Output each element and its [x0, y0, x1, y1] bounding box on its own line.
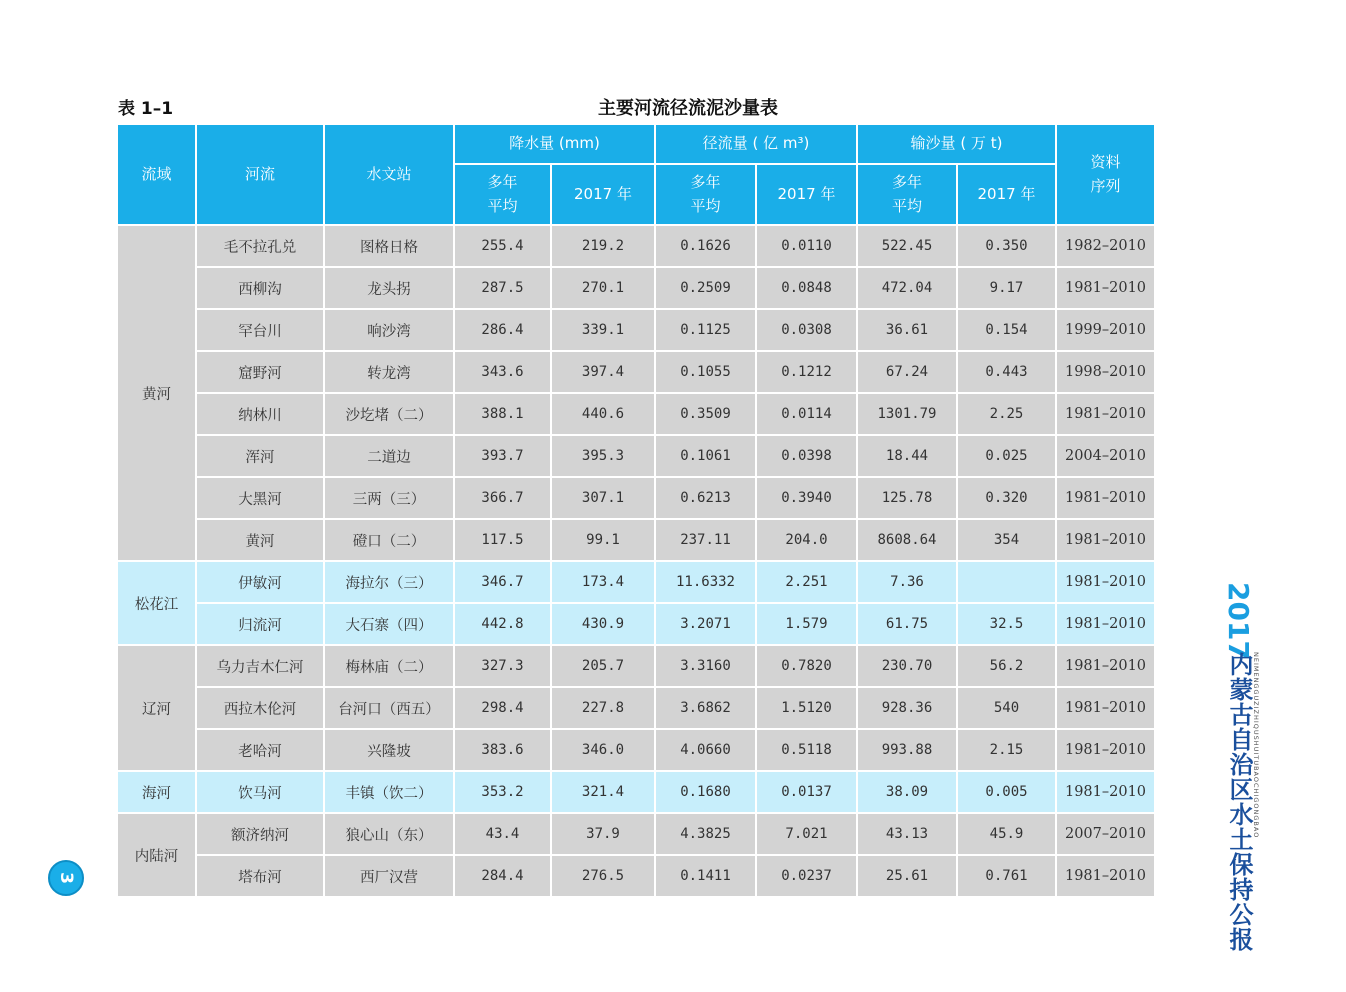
- table-row: [118, 520, 1154, 560]
- table-cell: 龙头拐: [325, 268, 453, 308]
- table-cell: 0.320: [958, 478, 1055, 518]
- table-row: [118, 478, 1154, 518]
- table-cell: 43.4: [455, 814, 550, 854]
- table-row: [118, 688, 1154, 728]
- table-cell: 339.1: [552, 310, 654, 350]
- table-cell: 353.2: [455, 772, 550, 812]
- table-cell: 99.1: [552, 520, 654, 560]
- table-cell: 1981–2010: [1057, 562, 1154, 602]
- table-cell: 海拉尔（三）: [325, 562, 453, 602]
- table-cell: 38.09: [858, 772, 956, 812]
- table-cell: 2.251: [757, 562, 856, 602]
- table-row: [118, 646, 1154, 686]
- table-cell: 125.78: [858, 478, 956, 518]
- table-cell: 440.6: [552, 394, 654, 434]
- table-cell: 额济纳河: [197, 814, 323, 854]
- table-cell: 1981–2010: [1057, 520, 1154, 560]
- table-row: [118, 814, 1154, 854]
- table-cell: 0.6213: [656, 478, 755, 518]
- table-cell: 3.2071: [656, 604, 755, 644]
- table-cell: 毛不拉孔兑: [197, 226, 323, 266]
- table-cell: 2004–2010: [1057, 436, 1154, 476]
- table-cell: 1981–2010: [1057, 604, 1154, 644]
- table-cell: 台河口（西五）: [325, 688, 453, 728]
- table-cell: 383.6: [455, 730, 550, 770]
- table-cell: 0.154: [958, 310, 1055, 350]
- table-cell: 大石寨（四）: [325, 604, 453, 644]
- table-cell: 45.9: [958, 814, 1055, 854]
- table-cell: 西厂汉营: [325, 856, 453, 896]
- table-cell: 230.70: [858, 646, 956, 686]
- table-cell: 397.4: [552, 352, 654, 392]
- cell-basin: 内陆河: [118, 814, 195, 896]
- table-cell: 173.4: [552, 562, 654, 602]
- table-cell: 540: [958, 688, 1055, 728]
- table-cell: 522.45: [858, 226, 956, 266]
- table-cell: 转龙湾: [325, 352, 453, 392]
- table-cell: 7.36: [858, 562, 956, 602]
- table-cell: 1301.79: [858, 394, 956, 434]
- table-cell: 浑河: [197, 436, 323, 476]
- table-cell: 9.17: [958, 268, 1055, 308]
- cell-basin: 黄河: [118, 226, 195, 560]
- sidebar-year: 2017: [1222, 582, 1255, 660]
- table-cell: 117.5: [455, 520, 550, 560]
- table-cell: 0.0848: [757, 268, 856, 308]
- header-precip: 降水量 (mm): [455, 125, 654, 163]
- table-cell: 442.8: [455, 604, 550, 644]
- header-precip-avg: 多年 平均: [455, 165, 550, 224]
- cell-basin: 松花江: [118, 562, 195, 644]
- table-cell: 大黑河: [197, 478, 323, 518]
- table-cell: 928.36: [858, 688, 956, 728]
- page-number: 3: [56, 872, 76, 884]
- table-cell: 0.0308: [757, 310, 856, 350]
- table-cell: 纳林川: [197, 394, 323, 434]
- table-cell: 11.6332: [656, 562, 755, 602]
- table-cell: 西柳沟: [197, 268, 323, 308]
- table-cell: 响沙湾: [325, 310, 453, 350]
- table-cell: 287.5: [455, 268, 550, 308]
- header-station: 水文站: [325, 125, 453, 224]
- table-cell: 327.3: [455, 646, 550, 686]
- table-cell: 0.3940: [757, 478, 856, 518]
- table-row: [118, 394, 1154, 434]
- table-cell: 67.24: [858, 352, 956, 392]
- table-cell: 西拉木伦河: [197, 688, 323, 728]
- table-cell: 430.9: [552, 604, 654, 644]
- table-cell: 286.4: [455, 310, 550, 350]
- table-cell: 343.6: [455, 352, 550, 392]
- table-cell: 0.0237: [757, 856, 856, 896]
- table-cell: 395.3: [552, 436, 654, 476]
- table-cell: 284.4: [455, 856, 550, 896]
- table-cell: 1.5120: [757, 688, 856, 728]
- sidebar-title: 内蒙古自治区水土保持公报: [1225, 652, 1253, 952]
- table-cell: 0.1055: [656, 352, 755, 392]
- table-cell: 388.1: [455, 394, 550, 434]
- table-cell: 2007–2010: [1057, 814, 1154, 854]
- table-cell: 219.2: [552, 226, 654, 266]
- table-cell: 0.0398: [757, 436, 856, 476]
- table-cell: 37.9: [552, 814, 654, 854]
- table-label: 表 1–1: [118, 99, 174, 119]
- table-row: [118, 310, 1154, 350]
- table-cell: 0.7820: [757, 646, 856, 686]
- header-runoff-avg: 多年 平均: [656, 165, 755, 224]
- header-sediment-avg: 多年 平均: [858, 165, 956, 224]
- table-row: [118, 730, 1154, 770]
- table-cell: 图格日格: [325, 226, 453, 266]
- table-cell: 3.3160: [656, 646, 755, 686]
- table-cell: 366.7: [455, 478, 550, 518]
- table-cell: 磴口（二）: [325, 520, 453, 560]
- table-cell: 0.025: [958, 436, 1055, 476]
- table-cell: 1981–2010: [1057, 646, 1154, 686]
- table-row: [118, 436, 1154, 476]
- table-cell: 伊敏河: [197, 562, 323, 602]
- table-cell: 18.44: [858, 436, 956, 476]
- table-cell: 204.0: [757, 520, 856, 560]
- table-cell: 56.2: [958, 646, 1055, 686]
- table-cell: 1981–2010: [1057, 772, 1154, 812]
- table-cell: 237.11: [656, 520, 755, 560]
- table-row: [118, 856, 1154, 896]
- table-cell: 1981–2010: [1057, 688, 1154, 728]
- table-row: [118, 268, 1154, 308]
- table-cell: 1981–2010: [1057, 856, 1154, 896]
- header-series: 资料 序列: [1057, 125, 1154, 224]
- table-body: [118, 226, 1154, 896]
- table-cell: 255.4: [455, 226, 550, 266]
- table-row: [118, 604, 1154, 644]
- table-cell: 32.5: [958, 604, 1055, 644]
- table-cell: 窟野河: [197, 352, 323, 392]
- table-cell: 兴隆坡: [325, 730, 453, 770]
- table-cell: 丰镇（饮二）: [325, 772, 453, 812]
- table-cell: 25.61: [858, 856, 956, 896]
- table-cell: 36.61: [858, 310, 956, 350]
- table-cell: 0.0137: [757, 772, 856, 812]
- table-cell: 227.8: [552, 688, 654, 728]
- table-cell: 塔布河: [197, 856, 323, 896]
- table-title: 主要河流径流泥沙量表: [598, 98, 778, 119]
- table-cell: 472.04: [858, 268, 956, 308]
- runoff-sediment-table: [116, 123, 1156, 898]
- table-cell: 7.021: [757, 814, 856, 854]
- table-cell: 61.75: [858, 604, 956, 644]
- table-cell: 321.4: [552, 772, 654, 812]
- table-cell: 1998–2010: [1057, 352, 1154, 392]
- table-cell: 1.579: [757, 604, 856, 644]
- table-cell: 1982–2010: [1057, 226, 1154, 266]
- table-cell: 8608.64: [858, 520, 956, 560]
- header-sediment-2017: 2017 年: [958, 165, 1055, 224]
- header-river: 河流: [197, 125, 323, 224]
- table-cell: [958, 562, 1055, 602]
- table-cell: 0.2509: [656, 268, 755, 308]
- table-cell: 1981–2010: [1057, 394, 1154, 434]
- table-cell: 2.25: [958, 394, 1055, 434]
- table-cell: 1999–2010: [1057, 310, 1154, 350]
- table-cell: 狼心山（东）: [325, 814, 453, 854]
- cell-basin: 海河: [118, 772, 195, 812]
- table-cell: 298.4: [455, 688, 550, 728]
- header-sediment: 输沙量 ( 万 t): [858, 125, 1055, 163]
- table-cell: 1981–2010: [1057, 268, 1154, 308]
- table-cell: 0.761: [958, 856, 1055, 896]
- header-precip-2017: 2017 年: [552, 165, 654, 224]
- table-cell: 346.0: [552, 730, 654, 770]
- table-cell: 3.6862: [656, 688, 755, 728]
- table-cell: 0.350: [958, 226, 1055, 266]
- table-cell: 270.1: [552, 268, 654, 308]
- table-row: [118, 352, 1154, 392]
- cell-basin: 辽河: [118, 646, 195, 770]
- table-cell: 993.88: [858, 730, 956, 770]
- table-cell: 0.1626: [656, 226, 755, 266]
- table-cell: 二道边: [325, 436, 453, 476]
- table-cell: 0.1061: [656, 436, 755, 476]
- table-cell: 0.1125: [656, 310, 755, 350]
- table-cell: 276.5: [552, 856, 654, 896]
- table-cell: 0.3509: [656, 394, 755, 434]
- table-cell: 1981–2010: [1057, 730, 1154, 770]
- table-cell: 0.443: [958, 352, 1055, 392]
- table-cell: 梅林庙（二）: [325, 646, 453, 686]
- sidebar-pinyin: NEIMENGGUZIZHIQUSHUITUBAOCHIGONGBAO: [1252, 652, 1260, 839]
- table-row: [118, 772, 1154, 812]
- table-cell: 0.005: [958, 772, 1055, 812]
- table-cell: 老哈河: [197, 730, 323, 770]
- table-cell: 205.7: [552, 646, 654, 686]
- table-cell: 0.1680: [656, 772, 755, 812]
- table-cell: 0.0114: [757, 394, 856, 434]
- table-row: [118, 562, 1154, 602]
- table-cell: 0.0110: [757, 226, 856, 266]
- table-cell: 饮马河: [197, 772, 323, 812]
- table-cell: 1981–2010: [1057, 478, 1154, 518]
- table-cell: 0.5118: [757, 730, 856, 770]
- table-cell: 346.7: [455, 562, 550, 602]
- header-basin: 流域: [118, 125, 195, 224]
- table-cell: 黄河: [197, 520, 323, 560]
- table-cell: 307.1: [552, 478, 654, 518]
- table-cell: 0.1212: [757, 352, 856, 392]
- table-cell: 354: [958, 520, 1055, 560]
- table-cell: 393.7: [455, 436, 550, 476]
- table-cell: 罕台川: [197, 310, 323, 350]
- table-cell: 4.3825: [656, 814, 755, 854]
- page-number-badge: [48, 860, 84, 896]
- table-cell: 沙圪堵（二）: [325, 394, 453, 434]
- table-row: [118, 226, 1154, 266]
- header-runoff: 径流量 ( 亿 m³): [656, 125, 856, 163]
- table-cell: 0.1411: [656, 856, 755, 896]
- table-cell: 2.15: [958, 730, 1055, 770]
- header-runoff-2017: 2017 年: [757, 165, 856, 224]
- table-cell: 乌力吉木仁河: [197, 646, 323, 686]
- table-cell: 43.13: [858, 814, 956, 854]
- table-cell: 4.0660: [656, 730, 755, 770]
- table-cell: 归流河: [197, 604, 323, 644]
- table-cell: 三两（三）: [325, 478, 453, 518]
